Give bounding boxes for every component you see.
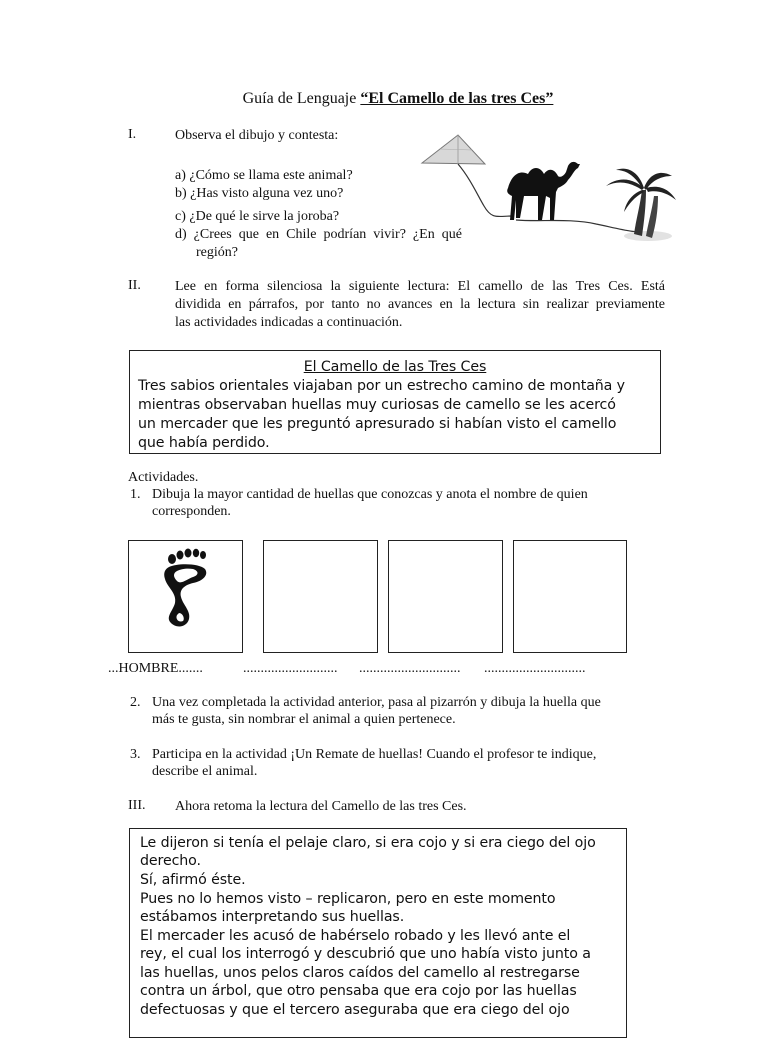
activity3-number: 3. <box>130 747 141 762</box>
footprint-label-2: ........................... <box>243 661 338 676</box>
reading-title: El Camello de las Tres Ces <box>303 359 487 375</box>
activity2-line-1: Una vez completada la actividad anterior, pasa al pizarrón y dibuja la huella que <box>152 695 601 710</box>
footprint-label-1: ...HOMBRE....... <box>108 661 203 676</box>
activity2-number: 2. <box>130 695 141 710</box>
footprint-icon <box>129 541 242 652</box>
reading1-line-1: Tres sabios orientales viajaban por un estrecho camino de montaña y <box>138 378 625 394</box>
reading2-line-9: contra un árbol, que otro pensaba que era cojo por las huellas <box>140 983 577 999</box>
section2-line-2: dividida en párrafos, por tanto no avances en la lectura sin realizar previamente <box>175 297 665 312</box>
reading1-line-4: que había perdido. <box>138 435 270 451</box>
reading2-line-2: derecho. <box>140 853 201 869</box>
section3-heading: Ahora retoma la lectura del Camello de las tres Ces. <box>175 799 467 814</box>
reading2-line-1: Le dijeron si tenía el pelaje claro, si era cojo y si era ciego del ojo <box>140 835 596 851</box>
section2-number: II. <box>128 278 141 293</box>
footprint-box-3[interactable] <box>388 540 503 653</box>
section1-number: I. <box>128 127 137 142</box>
camel-kite-palm-illustration <box>420 130 680 245</box>
reading-box-1 <box>129 350 661 454</box>
reading2-line-5: estábamos interpretando sus huellas. <box>140 909 405 925</box>
reading2-line-3: Sí, afirmó éste. <box>140 872 246 888</box>
activity3-line-1: Participa en la actividad ¡Un Remate de huellas! Cuando el profesor te indique, <box>152 747 597 762</box>
activity2-line-2: más te gusta, sin nombrar el animal a quien pertenece. <box>152 712 456 727</box>
section2-line-1: Lee en forma silenciosa la siguiente lectura: El camello de las Tres Ces. Está <box>175 279 665 294</box>
reading1-line-2: mientras observaban huellas muy curiosas de camello se les acercó <box>138 397 616 413</box>
activity1-line-1: Dibuja la mayor cantidad de huellas que conozcas y anota el nombre de quien <box>152 487 588 502</box>
reading2-line-6: El mercader les acusó de habérselo robado y les llevó ante el <box>140 928 571 944</box>
reading2-line-8: las huellas, unos pelos claros caídos del camello al restregarse <box>140 965 580 981</box>
section3-number: III. <box>128 798 146 813</box>
footprint-label-3: ............................. <box>359 661 461 676</box>
footprint-box-2[interactable] <box>263 540 378 653</box>
question-d-continued: región? <box>196 245 238 260</box>
reading2-line-7: rey, el cual los interrogó y descubrió que uno había visto junto a <box>140 946 591 962</box>
section2-line-3: las actividades indicadas a continuación. <box>175 315 403 330</box>
activity1-number: 1. <box>130 487 141 502</box>
footprint-box-human <box>128 540 243 653</box>
activity1-line-2: corresponden. <box>152 504 231 519</box>
section1-heading: Observa el dibujo y contesta: <box>175 128 339 143</box>
title-quoted: “El Camello de las tres Ces” <box>360 90 554 107</box>
reading1-line-3: un mercader que les preguntó apresurado si habían visto el camello <box>138 416 617 432</box>
page-title <box>0 90 768 108</box>
palm-tree-icon <box>606 169 676 241</box>
question-d: d) ¿Crees que en Chile podrían vivir? ¿En qué <box>175 227 462 242</box>
activity3-line-2: describe el animal. <box>152 764 258 779</box>
title-prefix: Guía de Lenguaje <box>242 90 361 107</box>
kite-icon <box>422 135 512 217</box>
question-c: c) ¿De qué le sirve la joroba? <box>175 209 340 224</box>
footprint-label-4: ............................. <box>484 661 586 676</box>
reading2-line-4: Pues no lo hemos visto – replicaron, pero en este momento <box>140 891 556 907</box>
activities-heading: Actividades. <box>128 470 199 485</box>
question-b: b) ¿Has visto alguna vez uno? <box>175 186 344 201</box>
footprint-box-4[interactable] <box>513 540 627 653</box>
question-a: a) ¿Cómo se llama este animal? <box>175 168 353 183</box>
reading2-line-10: defectuosas y que el tercero aseguraba que era ciego del ojo <box>140 1002 570 1018</box>
reading-box-2 <box>129 828 627 1038</box>
